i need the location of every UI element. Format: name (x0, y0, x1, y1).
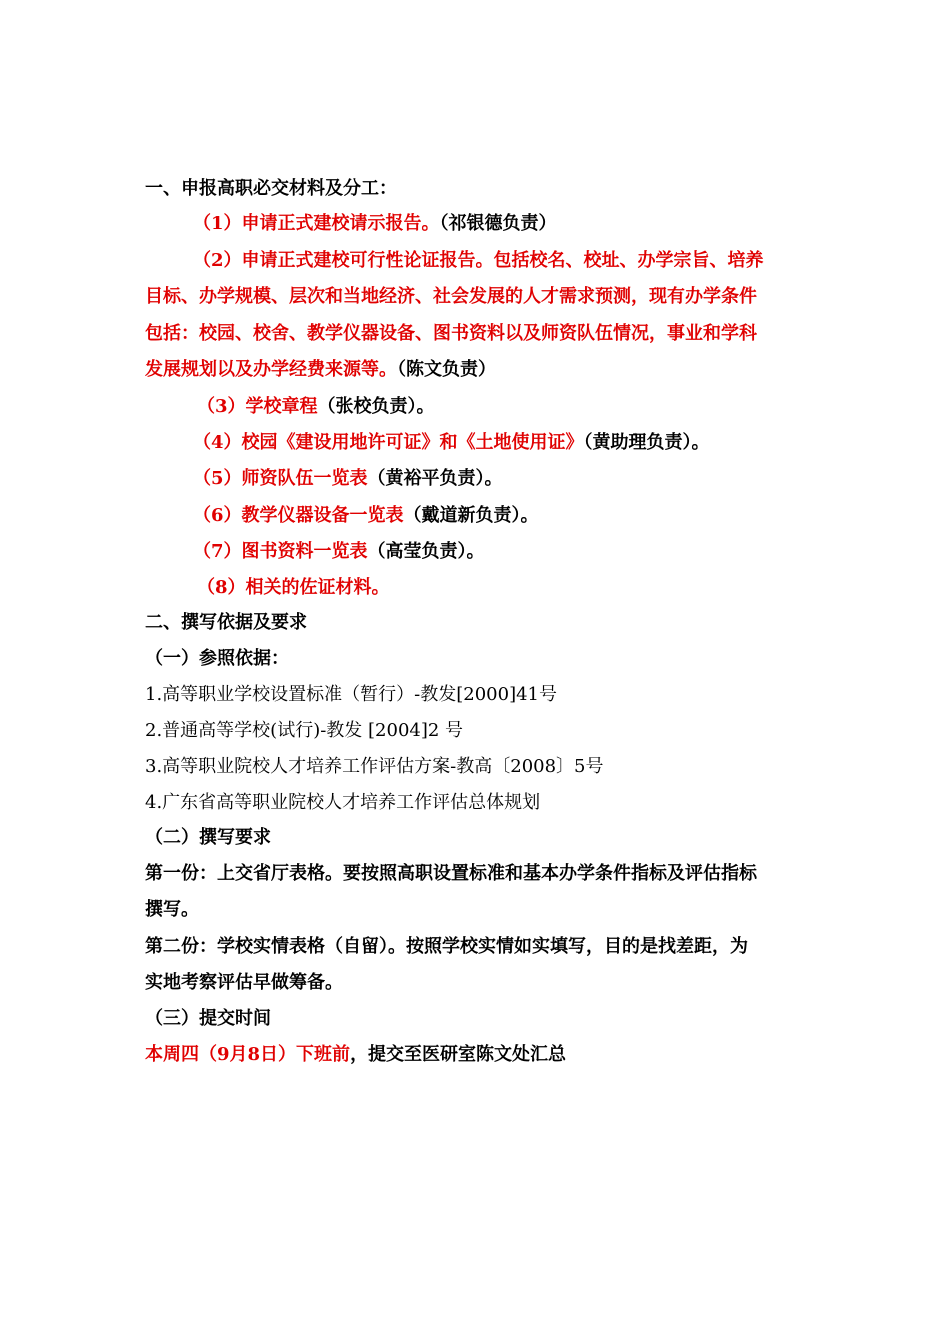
sub-heading-references: （一）参照依据： (145, 648, 289, 669)
deadline-time: 本周四（9月8日）下班前 (145, 1044, 351, 1065)
section1-heading: 一、申报高职必交材料及分工： (145, 178, 397, 199)
item-2-text-end: 发展规划以及办学经费来源等。 (145, 359, 397, 380)
item-2-line-3: 包括：校园、校舍、教学仪器设备、图书资料以及师资队伍情况，事业和学科 (145, 323, 757, 344)
copy-1-line-2: 撰写。 (145, 899, 199, 920)
item-2-line-2: 目标、办学规模、层次和当地经济、社会发展的人才需求预测，现有办学条件 (145, 286, 757, 307)
reference-3: 3.高等职业院校人才培养工作评估方案-教高〔2008〕5号 (145, 756, 604, 777)
item-4-owner: （黄助理负责）。 (583, 432, 710, 453)
item-3 (197, 395, 867, 419)
item-1-owner: （祁银德负责） (439, 213, 557, 234)
item-7-owner: （高莹负责）。 (367, 541, 485, 562)
item-7-text: （7）图书资料一览表 (193, 541, 368, 562)
reference-2: 2.普通高等学校(试行)-教发 [2004]2 号 (145, 720, 464, 741)
deadline-destination: ，提交至医研室陈文处汇总 (350, 1044, 567, 1065)
item-6-owner: （戴道新负责）。 (403, 505, 539, 526)
item-5-text: （5）师资队伍一览表 (193, 468, 368, 489)
reference-4: 4.广东省高等职业院校人才培养工作评估总体规划 (145, 792, 541, 813)
deadline-line (145, 1043, 815, 1067)
item-5 (193, 467, 863, 491)
item-2-line-4 (145, 358, 815, 382)
copy-2-line-2: 实地考察评估早做筹备。 (145, 972, 343, 993)
item-7 (193, 540, 863, 564)
copy-1-line-1: 第一份：上交省厅表格。要按照高职设置标准和基本办学条件指标及评估指标 (145, 863, 757, 884)
item-6-text: （6）教学仪器设备一览表 (193, 505, 404, 526)
reference-1: 1.高等职业学校设置标准（暂行）-教发[2000]41号 (145, 684, 558, 705)
copy-2-line-1: 第二份：学校实情表格（自留）。按照学校实情如实填写，目的是找差距，为 (145, 936, 748, 957)
item-1 (193, 212, 863, 236)
item-1-text: （1）申请正式建校请示报告。 (193, 213, 440, 234)
sub-heading-requirements: （二）撰写要求 (145, 827, 271, 848)
item-5-owner: （黄裕平负责）。 (367, 468, 503, 489)
sub-heading-deadline: （三）提交时间 (145, 1008, 271, 1029)
item-3-owner: （张校负责）。 (317, 396, 435, 417)
item-4-text: （4）校园《建设用地许可证》和《土地使用证》 (193, 432, 584, 453)
item-8: （8）相关的佐证材料。 (197, 577, 390, 598)
item-2-owner: （陈文负责） (397, 359, 496, 380)
item-4 (193, 431, 863, 455)
item-6 (193, 504, 863, 528)
item-3-text: （3）学校章程 (197, 396, 318, 417)
item-2-line-1: （2）申请正式建校可行性论证报告。包括校名、校址、办学宗旨、培养 (193, 250, 764, 271)
section2-heading: 二、撰写依据及要求 (145, 612, 307, 633)
